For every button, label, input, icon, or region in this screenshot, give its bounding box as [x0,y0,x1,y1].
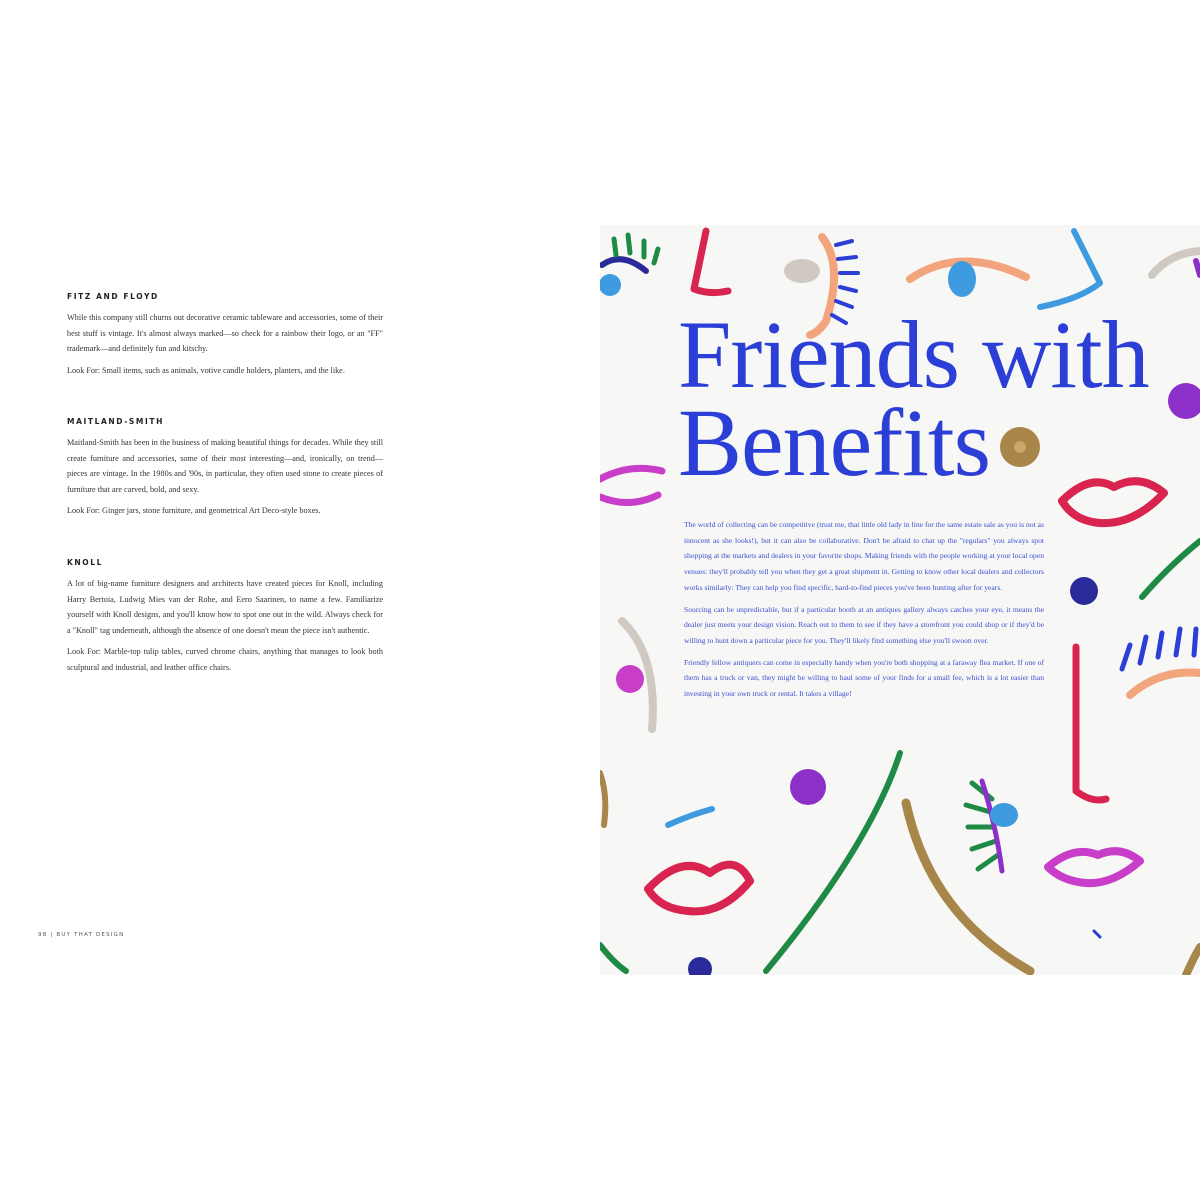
nose-icon [1076,647,1106,800]
lips-icon [648,865,750,912]
cheek-line-icon [1142,541,1200,597]
body-paragraph: The world of collecting can be competitive (trust me, that little old lady in line for the same estate sale as you is not as innocent as she looks!), but it can also be collaborative. Don't be afraid to chat up the "regulars" you always spot shopping at the markets and dealers in your favorite shops. Making friends with the people working at your local open venues: they'll probably tell you when they get a great shipment in. Getting to know other local dealers and collectors works similarly: They can help you find specific, hard-to-find pieces you've been hunting after for years. [684,520,1044,592]
look-for-paragraph: Look For: Marble-top tulip tables, curved chrome chairs, anything that manages to look both sculptural and industrial, and leather office chairs. [67,647,383,672]
cheek-line-icon [766,753,900,971]
nose-icon [694,231,728,293]
section-heading: MAITLAND-SMITH [67,417,164,426]
body-paragraph: Sourcing can be unpredictable, but if a particular booth at an antiques gallery always catches your eye, it means the dealer just meets your design vision. Reach out to them to see if they have a storefront you could shop or if they'd be willing to hunt down a particular piece for you. They'll likely find something else you'll swoon over. [684,604,1044,645]
section-heading: KNOLL [67,558,104,567]
article-title [678,301,1149,496]
section-paragraph: While this company still churns out decorative ceramic tableware and accessories, some of their best stuff is vintage. It's almost always marked—so check for a rainbow their logo, or an "FF" trademark—and definitely fun and kitschy. [67,313,383,354]
nose-icon [1040,231,1100,307]
right-page [600,225,1200,975]
eye-icon [966,781,1018,871]
eye-icon [600,235,658,296]
article-body [684,517,1044,708]
dot-icon [616,665,644,693]
page-folio: 98 | BUY THAT DESIGN [38,932,125,938]
section-fitz-and-floyd [67,292,383,384]
section-knoll [67,558,383,682]
look-for-paragraph: Look For: Ginger jars, stone furniture, and geometrical Art Deco-style boxes. [67,506,321,516]
eye-icon [910,261,1026,297]
dot-icon [688,957,712,975]
lips-icon [1062,481,1164,523]
section-paragraph: A lot of big-name furniture designers and architects have created pieces for Knoll, including Harry Bertoia, Ludwig Mies van der Rohe, and Eero Saarinen, to name a few. Familiarize yourself with Knoll designs, and you'll know how to spot one out in the wild. Always check for a "Knoll" tag underneath, although the absence of one doesn't mean the piece isn't authentic. [67,579,383,635]
brow-smudge-icon [784,259,820,283]
body-paragraph: Friendly fellow antiquers can come in especially handy when you're both shopping at a faraway flea market. If one of them has a truck or van, they might be willing to haul some of your finds for a small fee, which is a lot easier than investing in your own truck or rental. It takes a village! [684,657,1044,699]
brow-icon [668,809,712,825]
brow-icon [1152,251,1200,275]
title-line-2: Benefits [678,389,990,496]
eye-icon [1122,629,1200,695]
dot-icon [1168,383,1200,419]
lips-icon [600,468,662,502]
look-for-paragraph: Look For: Small items, such as animals, votive candle holders, planters, and the like. [67,365,345,375]
dot-icon [790,769,826,805]
section-maitland-smith [67,417,383,525]
lips-icon [1048,851,1140,883]
section-paragraph: Maitland-Smith has been in the business of making beautiful things for decades. While they still create furniture and accessories, some of their most interesting—and, ironically, on trend—pieces are vintage. In the 1980s and '90s, in particular, they often used stone to create pieces of furniture that are carved, bold, and sexy. [67,438,383,494]
dot-icon [1070,577,1098,605]
title-line-1: Friends with [678,301,1149,408]
left-page [0,0,590,1200]
section-heading: FITZ AND FLOYD [67,292,159,301]
